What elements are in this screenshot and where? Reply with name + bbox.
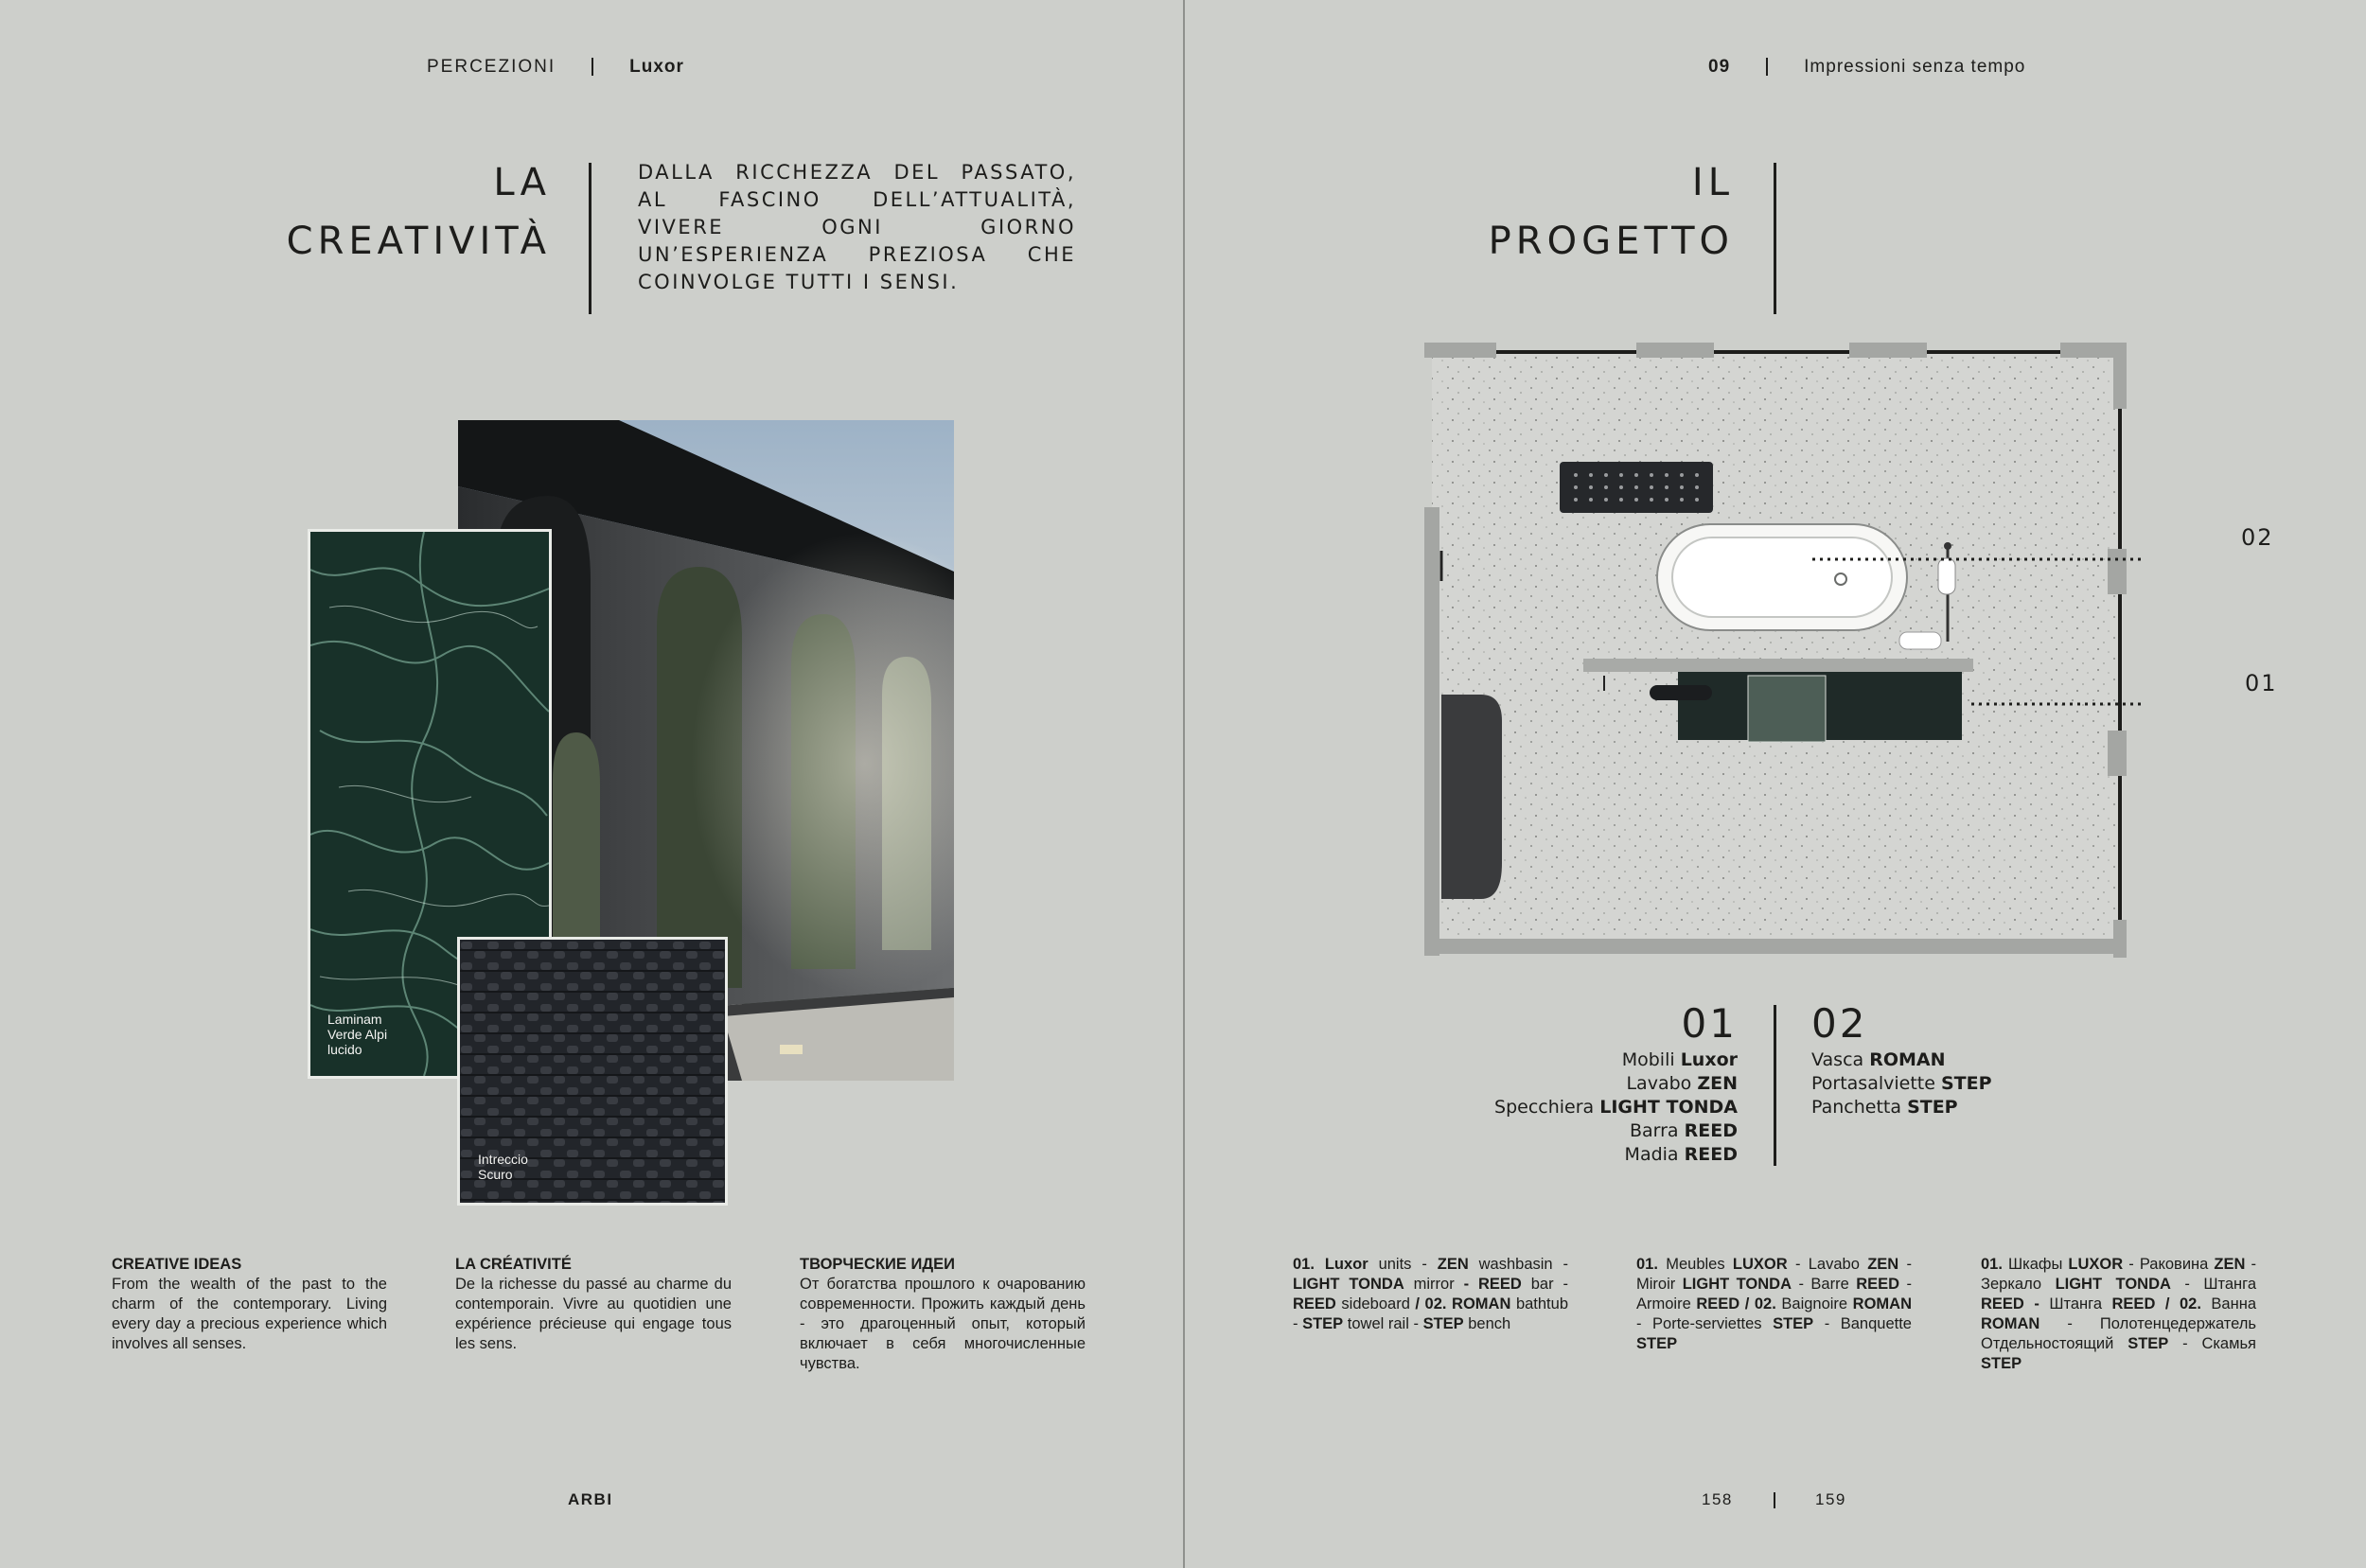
plan-marker-lower: 01	[2245, 670, 2278, 696]
list-item	[1494, 1048, 1738, 1072]
text-run: STEP	[1636, 1335, 1678, 1352]
text-run: bench	[1463, 1315, 1511, 1332]
text-run: mirror	[1404, 1276, 1464, 1293]
folio-separator	[1774, 1492, 1775, 1508]
left-page-title	[287, 153, 551, 271]
item-name: REED	[1684, 1120, 1738, 1141]
text-run: - Lavabo	[1787, 1256, 1868, 1273]
title-line: PROGETTO	[1488, 220, 1734, 263]
page-number-right: 159	[1815, 1490, 1846, 1508]
item-label: Madia	[1624, 1144, 1679, 1165]
header-separator	[1766, 58, 1768, 76]
text-run: ZEN	[1867, 1256, 1899, 1273]
list-item	[1494, 1143, 1738, 1167]
text-run: - Miroir	[1636, 1256, 1912, 1293]
item-name: Luxor	[1680, 1049, 1738, 1070]
text-column-french	[455, 1255, 732, 1354]
brand-footer: ARBI	[568, 1490, 613, 1508]
text-run: Ванна	[2200, 1295, 2257, 1313]
text-run: STEP	[1773, 1315, 1814, 1332]
text-run: bathtub -	[1293, 1295, 1568, 1332]
list-item	[1811, 1096, 1992, 1119]
caption-line: Scuro	[478, 1167, 513, 1182]
item-name: STEP	[1940, 1073, 1992, 1094]
plan-marker-upper: 02	[2241, 524, 2274, 551]
text-run: LUXOR	[1732, 1256, 1788, 1273]
spec-column-russian	[1981, 1255, 2256, 1374]
spec-column-french	[1636, 1255, 1912, 1354]
text-run: ZEN	[1437, 1256, 1469, 1273]
text-run: - Раковина	[2123, 1256, 2215, 1273]
column-body	[1981, 1255, 2256, 1374]
text-run: - Banquette	[1813, 1315, 1912, 1332]
list-item	[1811, 1072, 1992, 1096]
text-run: washbasin -	[1468, 1256, 1568, 1273]
title-divider	[1774, 163, 1776, 314]
list-number: 01	[1681, 1000, 1738, 1047]
page-spine	[1183, 0, 1185, 1568]
text-run: LUXOR	[2068, 1256, 2124, 1273]
text-run: towel rail -	[1343, 1315, 1423, 1332]
right-running-head	[1708, 57, 2025, 78]
text-run: - Зеркало	[1981, 1256, 2256, 1293]
item-label: Panchetta	[1811, 1097, 1902, 1118]
column-body: From the wealth of the past to the charm of the contemporary. Living every day a precious experience which involves all senses.	[112, 1276, 387, 1352]
spec-column-english	[1293, 1255, 1568, 1334]
text-run: bar -	[1521, 1276, 1568, 1293]
bathroom-floor-plan	[1424, 343, 2144, 973]
text-run: / 02. ROMAN	[1415, 1295, 1511, 1313]
text-run: ROMAN	[1852, 1295, 1912, 1313]
text-run: - Скамья	[2168, 1335, 2256, 1352]
project-list-02	[1811, 1000, 1992, 1119]
text-run: Шкафы	[2002, 1256, 2069, 1273]
item-name: ZEN	[1697, 1073, 1738, 1094]
weave-swatch	[460, 940, 725, 1203]
chapter-number: 09	[1708, 57, 1731, 77]
text-run: - Полотенцедержатель Отдельностоящий	[1981, 1315, 2256, 1352]
title-divider	[589, 163, 592, 314]
column-heading: CREATIVE IDEAS	[112, 1256, 242, 1273]
item-label: Portasalviette	[1811, 1073, 1935, 1094]
text-run: LIGHT TONDA	[1682, 1276, 1792, 1293]
text-run: 01.	[1636, 1256, 1658, 1273]
text-run: Штанга	[2049, 1295, 2112, 1313]
title-line: IL	[1691, 161, 1734, 204]
marble-caption	[327, 1012, 387, 1057]
list-item	[1494, 1096, 1738, 1119]
item-label: Barra	[1629, 1120, 1679, 1141]
chapter-subtitle: Impressioni senza tempo	[1804, 57, 2026, 77]
text-run: STEP	[1422, 1315, 1464, 1332]
text-run: Luxor	[1324, 1256, 1368, 1273]
caption-line: Intreccio	[478, 1152, 528, 1167]
header-separator	[592, 58, 593, 76]
text-run: sideboard	[1335, 1295, 1416, 1313]
item-name: ROMAN	[1869, 1049, 1946, 1070]
item-label: Mobili	[1621, 1049, 1675, 1070]
column-heading: ТВОРЧЕСКИЕ ИДЕИ	[800, 1256, 955, 1273]
project-list-01	[1494, 1000, 1738, 1167]
text-run: - REED	[1463, 1276, 1522, 1293]
caption-line: Verde Alpi	[327, 1027, 388, 1042]
item-name: STEP	[1907, 1097, 1958, 1118]
text-run: REED	[1856, 1276, 1900, 1293]
text-run: LIGHT TONDA	[2055, 1276, 2171, 1293]
text-run: LIGHT TONDA	[1293, 1276, 1404, 1293]
column-body	[1293, 1255, 1568, 1334]
item-name: LIGHT TONDA	[1599, 1097, 1738, 1118]
list-divider	[1774, 1005, 1776, 1166]
list-number: 02	[1811, 1000, 1868, 1047]
right-page-title	[1489, 153, 1734, 271]
text-run: - Barre	[1792, 1276, 1857, 1293]
text-run: Meubles	[1657, 1256, 1733, 1273]
text-run: REED	[1293, 1295, 1336, 1313]
item-name: REED	[1684, 1144, 1738, 1165]
item-label: Vasca	[1811, 1049, 1864, 1070]
list-item	[1811, 1048, 1992, 1072]
left-running-head	[427, 57, 684, 78]
caption-line: Laminam	[327, 1012, 382, 1027]
text-run: ZEN	[2214, 1256, 2246, 1273]
text-run: REED -	[1981, 1295, 2050, 1313]
text-run: units -	[1368, 1256, 1438, 1273]
text-column-english	[112, 1255, 387, 1354]
text-run: REED / 02.	[2111, 1295, 2201, 1313]
list-items	[1494, 1048, 1738, 1167]
text-column-russian	[800, 1255, 1086, 1374]
text-run: REED / 02.	[1696, 1295, 1776, 1313]
weave-caption	[478, 1152, 528, 1182]
text-run: - Armoire	[1636, 1276, 1912, 1313]
text-run: 01.	[1293, 1256, 1325, 1273]
text-run: STEP	[1981, 1355, 2022, 1372]
text-run: STEP	[1302, 1315, 1344, 1332]
item-label: Specchiera	[1494, 1097, 1595, 1118]
column-body: От богатства прошлого к очарованию современности. Прожить каждый день - это драгоценный опыт, который включает в себя многочисленные чувства.	[800, 1276, 1086, 1372]
column-body	[1636, 1255, 1912, 1354]
collection-label: Luxor	[629, 57, 684, 77]
lead-paragraph: DALLA RICCHEZZA DEL PASSATO, AL FASCINO DELL’ATTUALITÀ, VIVERE OGNI GIORNO UN’ESPERIENZA PREZIOSA CHE COINVOLGE TUTTI I SENSI.	[638, 161, 1076, 293]
text-run: STEP	[2128, 1335, 2169, 1352]
column-body: De la richesse du passé au charme du contemporain. Vivre au quotidien une expérience précieuse qui engage tous les sens.	[455, 1276, 732, 1352]
text-run: - Porte-serviettes	[1636, 1315, 1774, 1332]
caption-line: lucido	[327, 1042, 362, 1057]
list-item	[1494, 1072, 1738, 1096]
text-run: ROMAN	[1981, 1315, 2040, 1332]
item-label: Lavabo	[1626, 1073, 1692, 1094]
list-items	[1811, 1048, 1992, 1119]
text-run: Baignoire	[1775, 1295, 1853, 1313]
title-line: LA	[493, 161, 551, 204]
column-heading: LA CRÉATIVITÉ	[455, 1256, 572, 1273]
title-line: CREATIVITÀ	[286, 220, 551, 263]
page-number-left: 158	[1702, 1490, 1733, 1508]
text-run: 01.	[1981, 1256, 2003, 1273]
text-run: - Штанга	[2170, 1276, 2256, 1293]
section-label: PERCEZIONI	[427, 57, 556, 77]
list-item	[1494, 1119, 1738, 1143]
